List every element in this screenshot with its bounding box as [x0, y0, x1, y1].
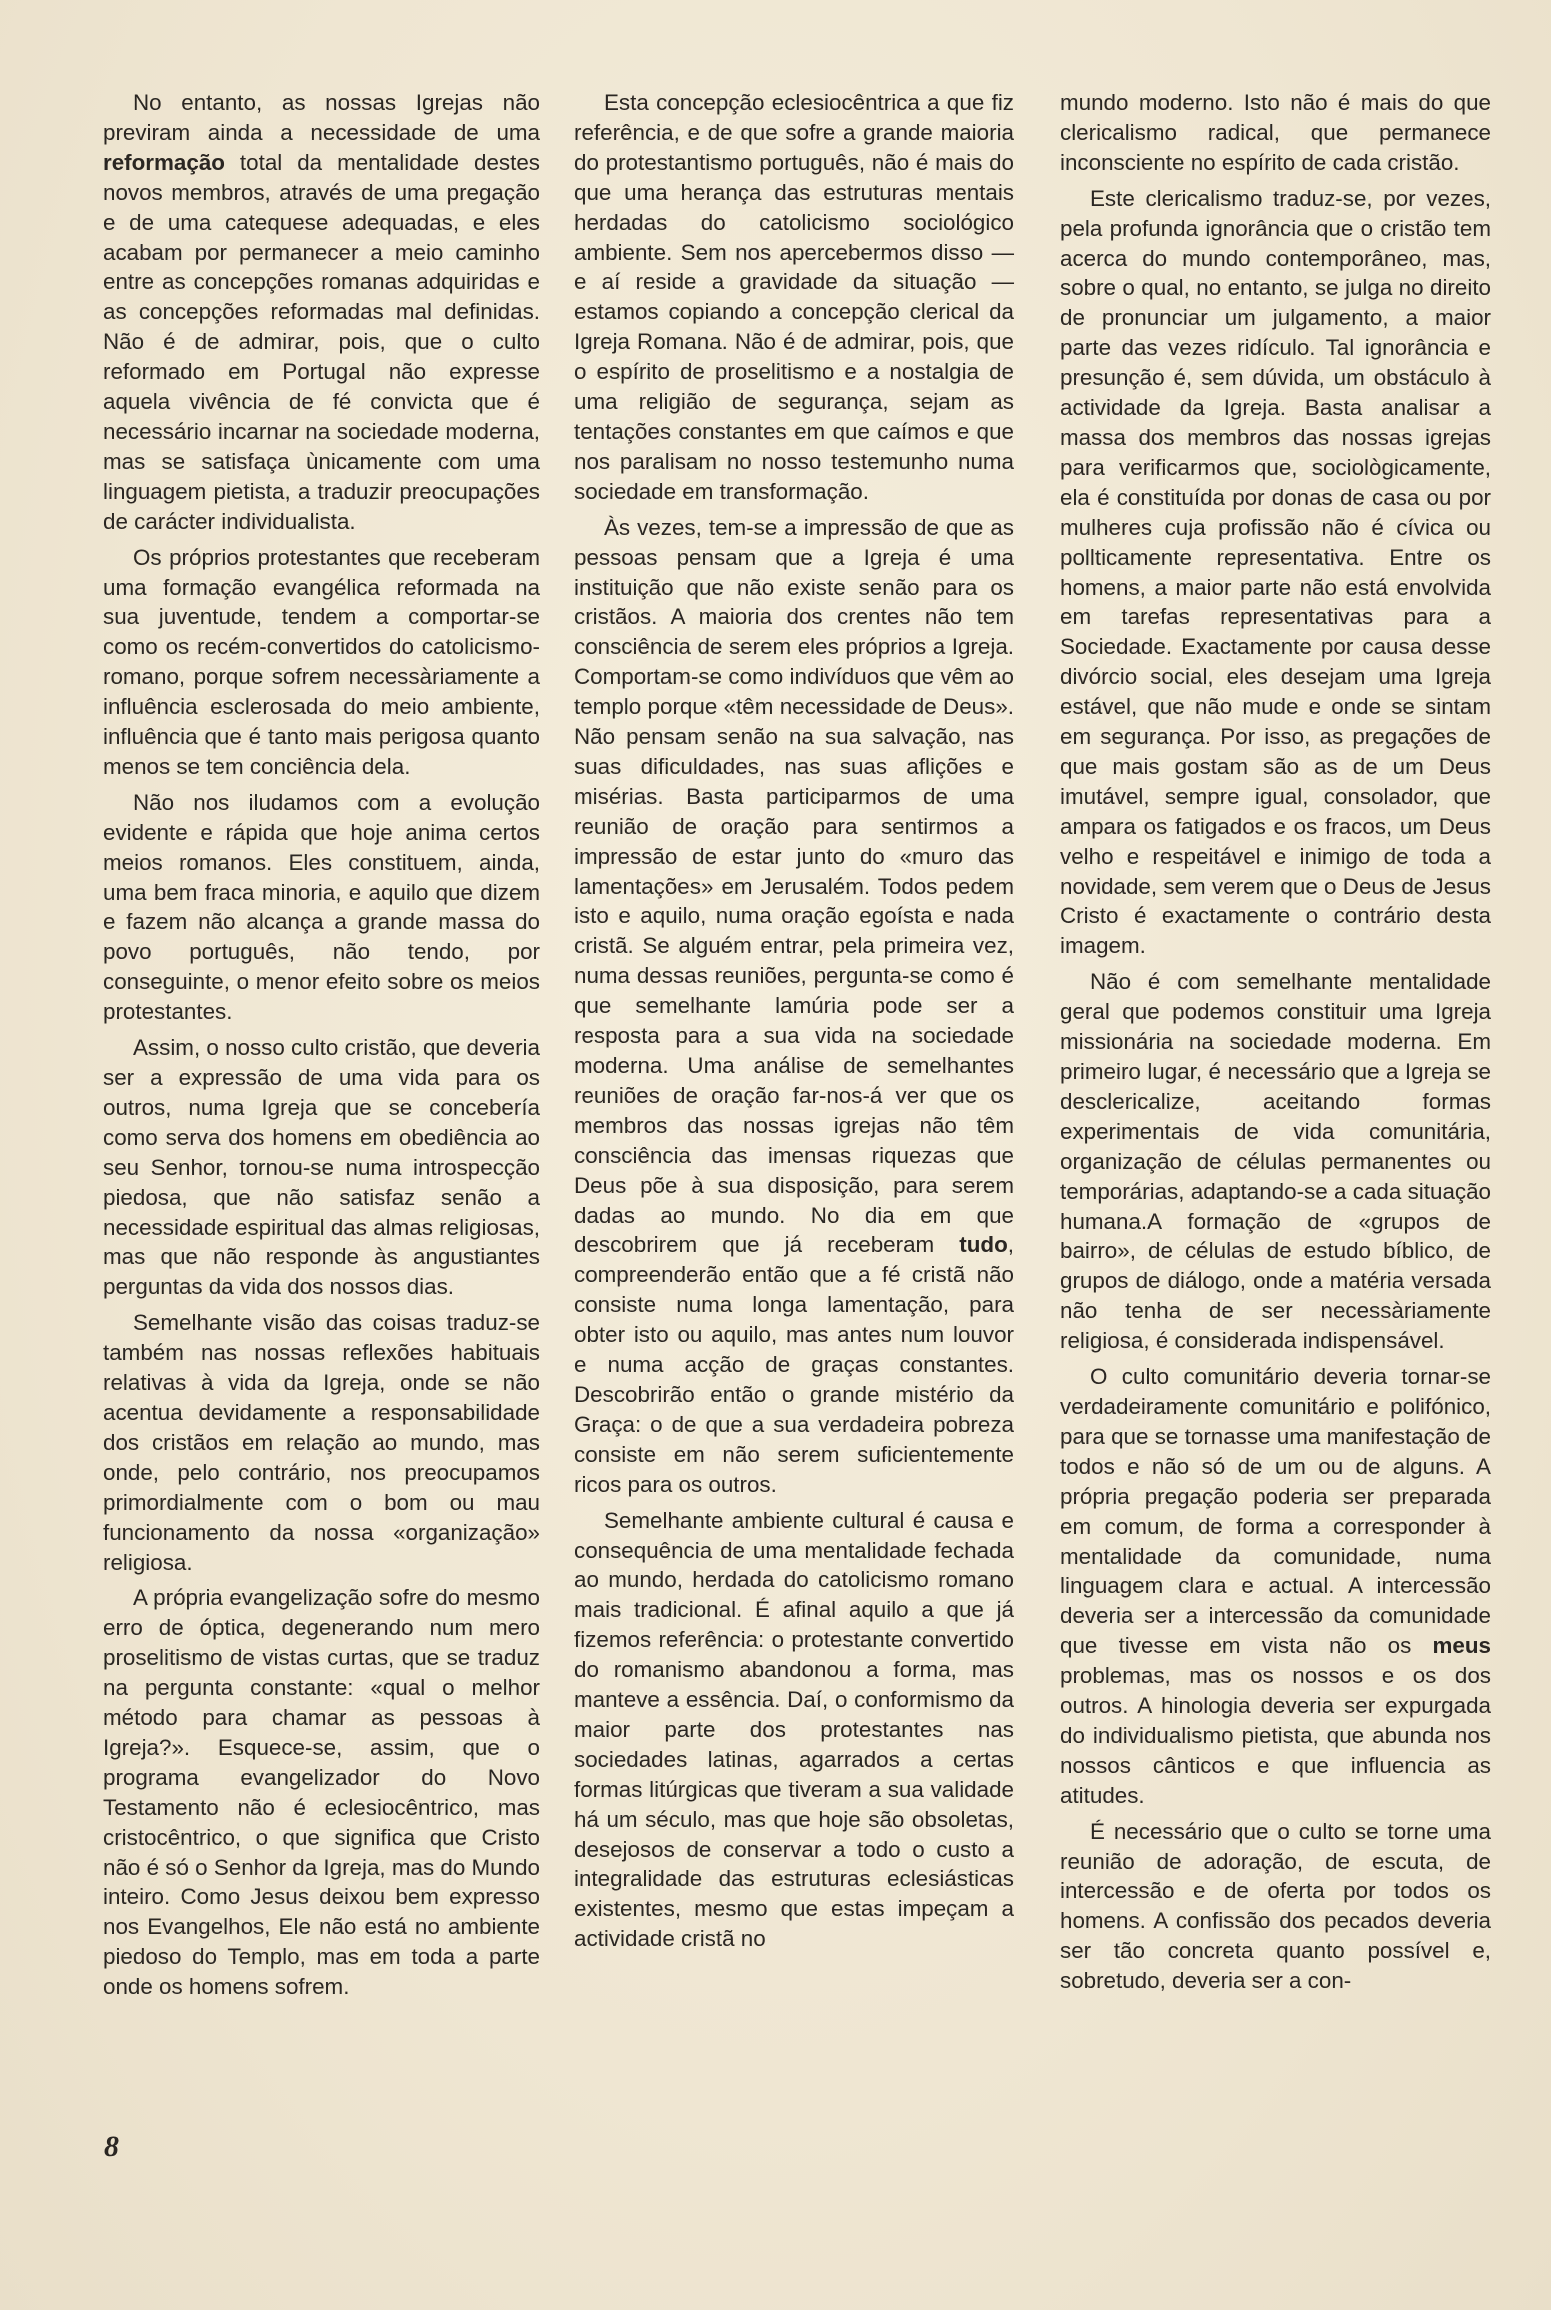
paragraph: É necessário que o culto se torne uma reunião de adoração, de escuta, de intercessão e de oferta por todos os homens. A confissão dos pecados deveria ser tão concreta quanto possível e, sobretudo, deveria ser a con- — [1060, 1818, 1491, 1994]
paragraph: Os próprios protestantes que receberam uma formação evangélica reformada na sua juventude, tendem a comportar-se como os recém-convertidos do catolicismo-romano, porque sofrem necessàriamente a influência esclerosada do meio ambiente, influência que é tanto mais perigosa quanto menos se tem conciência dela. — [103, 544, 540, 779]
paragraph: Não é com semelhante mentalidade geral que podemos constituir uma Igreja missionária na sociedade moderna. Em primeiro lugar, é necessário que a Igreja se desclericalize, aceitando formas experimentais de vida comunitária, organização de células permanentes ou temporárias, adaptando-se a cada situação humana.A formação de «grupos de bairro», de células de estudo bíblico, de grupos de diálogo, onde a matéria versada não tenha de ser necessàriamente religiosa, é considerada indispensável. — [1060, 969, 1491, 1354]
paragraph: Este clericalismo traduz-se, por vezes, pela profunda ignorância que o cristão tem acerca do mundo contemporâneo, mas, sobre o qual, no entanto, se julga no direito de pronunciar um julgamento, a maior parte das vezes ridículo. Tal ignorância e presunção é, sem dúvida, um obstáculo à actividade da Igreja. Basta analisar a massa dos membros das nossas igrejas para verificarmos que, sociològicamente, ela é constituída por donas de casa ou por mulheres cuja profissão não é cívica ou pollticamente representativa. Entre os homens, a maior parte não está envolvida em tarefas representativas para a Sociedade. Exactamente por causa desse divórcio social, eles desejam uma Igreja estável, que não mude e onde se sintam em segurança. Por isso, as pregações de que mais gostam são as de um Deus imutável, sempre igual, consolador, que ampara os fatigados e os fracos, um Deus velho e respeitável e inimigo de toda a novidade, sem verem que o Deus de Jesus Cristo é exactamente o contrário desta imagem. — [1060, 185, 1491, 959]
bold-term: tudo — [959, 1232, 1008, 1258]
paragraph: Assim, o nosso culto cristão, que deveria ser a expressão de uma vida para os outros, numa Igreja que se concebería como serva dos homens em obediência ao seu Senhor, tornou-se numa introspecção piedosa, que não satisfaz senão a necessidade espiritual das almas religiosas, mas que não responde às angustiantes perguntas da vida dos nossos dias. — [103, 1035, 540, 1300]
bold-term: meus — [1432, 1633, 1491, 1659]
paragraph: Às vezes, tem-se a impressão de que as pessoas pensam que a Igreja é uma instituição que não existe senão para os cristãos. A maioria dos crentes não tem consciência de serem eles próprios a Igreja. Comportam-se como indivíduos que vêm ao templo porque «têm necessidade de Deus». Não pensam senão na sua salvação, nas suas dificuldades, nas suas aflições e misérias. Basta participarmos de uma reunião de oração para sentirmos a impressão de estar junto do «muro das lamentações» em Jerusalém. Todos pedem isto e aquilo, numa oração egoísta e nada cristã. Se alguém entrar, pela primeira vez, numa dessas reuniões, pergunta-se como é que semelhante lamúria pode ser a resposta para a sua vida na sociedade moderna. Uma análise de semelhantes reuniões de oração far-nos-á ver que os membros das nossas igrejas não têm consciência das imensas riquezas que Deus põe à sua disposição, para serem dadas ao mundo. No dia em que descobrirem que já receberam tudo, compreenderão então que a fé cristã não consiste numa longa lamentação, para obter isto ou aquilo, mas antes num louvor e numa acção de graças constantes. Descobrirão então o grande mistério da Graça: o de que a sua verdadeira pobreza consiste em não serem suficientemente ricos para os outros. — [574, 514, 1014, 1497]
text-column-left — [103, 88, 540, 2008]
paragraph: mundo moderno. Isto não é mais do que clericalismo radical, que permanece inconsciente no espírito de cada cristão. — [1060, 90, 1491, 175]
paragraph: No entanto, as nossas Igrejas não previram ainda a necessidade de uma reformação total da mentalidade destes novos membros, através de uma pregação e de uma catequese adequadas, e eles acabam por permanecer a meio caminho entre as concepções romanas adquiridas e as concepções reformadas mal definidas. Não é de admirar, pois, que o culto reformado em Portugal não expresse aquela vivência de fé convicta que é necessário incarnar na sociedade moderna, mas se satisfaça ùnicamente com uma linguagem pietista, a traduzir preocupações de carácter individualista. — [103, 90, 540, 534]
text-column-right — [1060, 88, 1491, 2002]
paragraph: Esta concepção eclesiocêntrica a que fiz referência, e de que sofre a grande maioria do protestantismo português, não é mais do que uma herança das estruturas mentais herdadas do catolicismo sociológico ambiente. Sem nos apercebermos disso — e aí reside a gravidade da situação — estamos copiando a concepção clerical da Igreja Romana. Não é de admirar, pois, que o espírito de proselitismo e a nostalgia de uma religião de segurança, sejam as tentações constantes em que caímos e que nos paralisam no nosso testemunho numa sociedade em transformação. — [574, 90, 1014, 504]
bold-term: reformação — [103, 149, 225, 175]
paragraph: Não nos iludamos com a evolução evidente e rápida que hoje anima certos meios romanos. Eles constituem, ainda, uma bem fraca minoria, e aquilo que dizem e fazem não alcança a grande massa do povo português, não tendo, por conseguinte, o menor efeito sobre os meios protestantes. — [103, 789, 540, 1025]
page-number: 8 — [104, 2130, 119, 2163]
paragraph: Semelhante visão das coisas traduz-se também nas nossas reflexões habituais relativas à vida da Igreja, onde se não acentua devidamente a responsabilidade dos cristãos em relação ao mundo, mas onde, pelo contrário, nos preocupamos primordialmente com o bom ou mau funcionamento da nossa «organização» religiosa. — [103, 1310, 540, 1575]
paragraph: O culto comunitário deveria tornar-se verdadeiramente comunitário e polifónico, para que se tornasse uma manifestação de todos e não só de um ou de alguns. A própria pregação poderia ser preparada em comum, de forma a corresponder à mentalidade da comunidade, numa linguagem clara e actual. A intercessão deveria ser a intercessão da comunidade que tivesse em vista não os meus problemas, mas os nossos e os dos outros. A hinologia deveria ser expurgada do individualismo pietista, que abunda nos nossos cânticos e que influencia as atitudes. — [1060, 1364, 1491, 1808]
paragraph: Semelhante ambiente cultural é causa e consequência de uma mentalidade fechada ao mundo, herdada do catolicismo romano mais tradicional. É afinal aquilo a que já fizemos referência: o protestante convertido do romanismo abandonou a forma, mas manteve a essência. Daí, o conformismo da maior parte dos protestantes nas sociedades latinas, agarrados a certas formas litúrgicas que tiveram a sua validade há um século, mas que hoje são obsoletas, desejosos de conservar a todo o custo a integralidade das estruturas eclesiásticas existentes, mesmo que estas impeçam a actividade cristã no — [574, 1507, 1014, 1952]
text-column-middle — [574, 88, 1014, 1960]
paragraph: A própria evangelização sofre do mesmo erro de óptica, degenerando num mero proselitismo de vistas curtas, que se traduz na pergunta constante: «qual o melhor método para chamar as pessoas à Igreja?». Esquece-se, assim, que o programa evangelizador do Novo Testamento não é eclesiocêntrico, mas cristocêntrico, o que significa que Cristo não é só o Senhor da Igreja, mas do Mundo inteiro. Como Jesus deixou bem expresso nos Evangelhos, Ele não está no ambiente piedoso do Templo, mas em toda a parte onde os homens sofrem. — [103, 1585, 540, 2000]
